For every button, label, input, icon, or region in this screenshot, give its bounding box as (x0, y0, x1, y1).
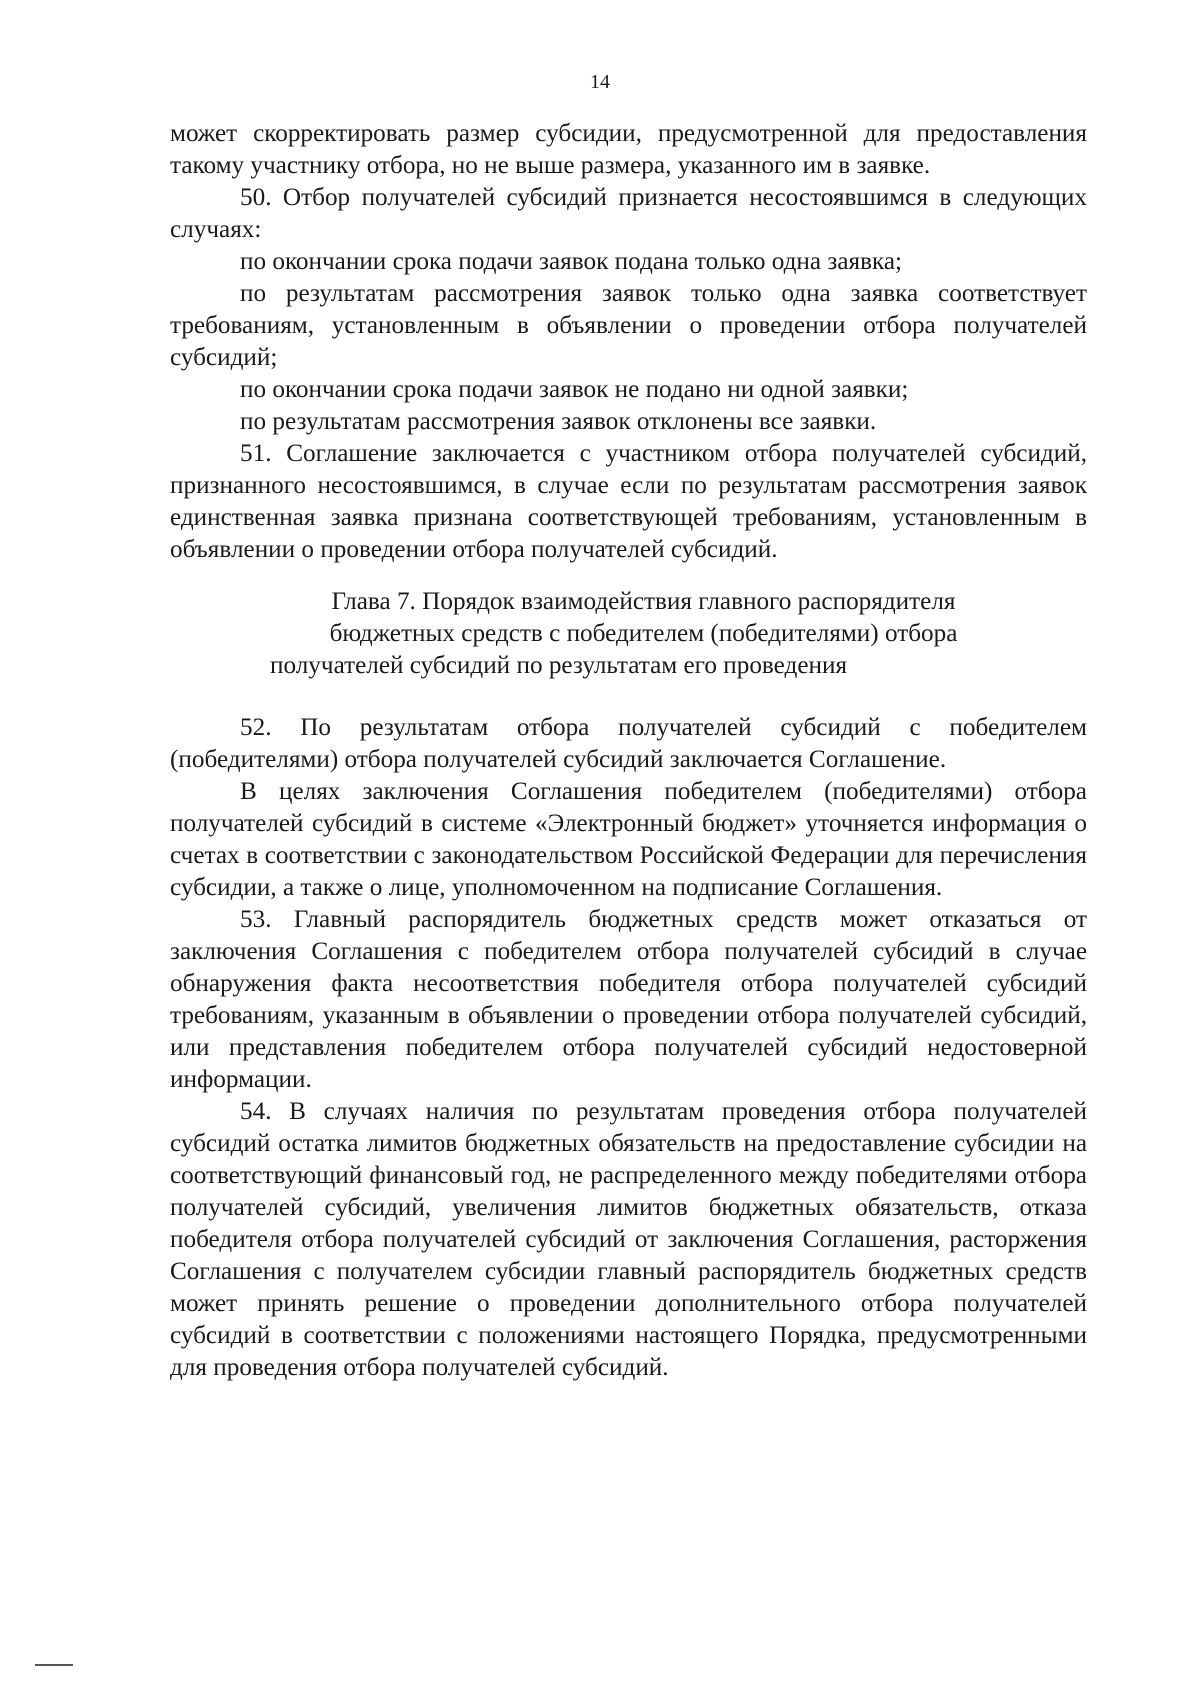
paragraph-51: 51. Соглашение заключается с участником отбора получателей субсидий, признанного несостоявшимся, в случае если по результатам рассмотрения заявок единственная заявка признана соответствующей требованиям, установленным в объявлении о проведении отбора получателей субсидий. (170, 440, 1087, 563)
paragraph-53: 53. Главный распорядитель бюджетных средств может отказаться от заключения Соглашения с победителем отбора получателей субсидий в случае обнаружения факта несоответствия победителя отбора получателей субсидий требованиям, указанным в объявлении о проведении отбора получателей субсидий, или представления победителем отбора получателей субсидий недостоверной информации. (170, 906, 1087, 1093)
list-item-case-2: по результатам рассмотрения заявок только одна заявка соответствует требованиям, установленным в объявлении о проведении отбора получателей субсидий; (170, 280, 1087, 371)
list-item-case-1: по окончании срока подачи заявок подана только одна заявка; (240, 248, 903, 275)
document-body (170, 118, 1087, 1384)
paragraph-52: 52. По результатам отбора получателей субсидий с победителем (победителями) отбора получателей субсидий заключается Соглашение. (170, 714, 1087, 773)
page-number: 14 (590, 71, 610, 93)
chapter-heading: Глава 7. Порядок взаимодействия главного распорядителя бюджетных средств с победителем (победителями) отбора получателей субсидий по результатам его проведения (270, 588, 958, 679)
paragraph-54: 54. В случаях наличия по результатам проведения отбора получателей субсидий остатка лимитов бюджетных обязательств на предоставление субсидии на соответствующий финансовый год, не распределенного между победителями отбора получателей субсидий, увеличения лимитов бюджетных обязательств, отказа победителя отбора получателей субсидий от заключения Соглашения, расторжения Соглашения с получателем субсидии главный распорядитель бюджетных средств может принять решение о проведении дополнительного отбора получателей субсидий в соответствии с положениями настоящего Порядка, предусмотренными для проведения отбора получателей субсидий. (170, 1098, 1087, 1381)
list-item-case-4: по результатам рассмотрения заявок отклонены все заявки. (240, 408, 877, 435)
paragraph-continuation: может скорректировать размер субсидии, предусмотренной для предоставления такому участнику отбора, но не выше размера, указанного им в заявке. (170, 120, 1087, 179)
paragraph-52-continued: В целях заключения Соглашения победителем (победителями) отбора получателей субсидий в системе «Электронный бюджет» уточняется информация о счетах в соответствии с законодательством Российской Федерации для перечисления субсидии, а также о лице, уполномоченном на подписание Соглашения. (170, 778, 1087, 901)
list-item-case-3: по окончании срока подачи заявок не подано ни одной заявки; (240, 376, 909, 403)
paragraph-50: 50. Отбор получателей субсидий признается несостоявшимся в следующих случаях: (170, 184, 1087, 243)
margin-mark (35, 1664, 73, 1666)
